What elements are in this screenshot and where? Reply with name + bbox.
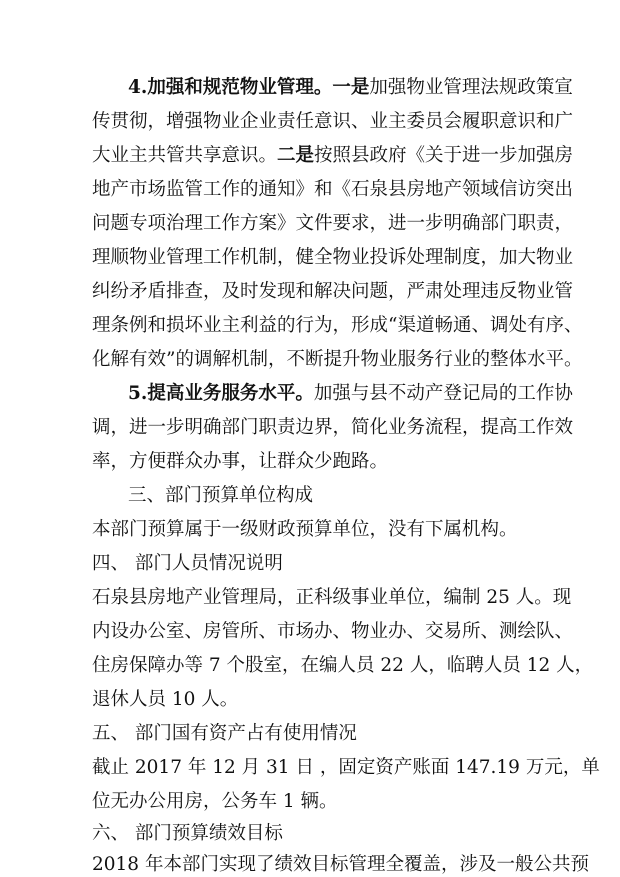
section4-line-5: 问题专项治理工作方案》文件要求，进一步明确部门职责， xyxy=(92,213,574,234)
part3-heading: 三、部门预算单位构成 xyxy=(128,485,314,506)
part4-line-2: 内设办公室、房管所、市场办、物业办、交易所、测绘队、 xyxy=(92,621,574,642)
section4-line-1-text: 加强物业管理法规政策宣 xyxy=(369,77,573,98)
second-marker: 二是 xyxy=(277,145,315,166)
section4-line-3-text-a: 大业主共管共享意识。 xyxy=(92,145,278,166)
section4-line-6: 理顺物业管理工作机制，健全物业投诉处理制度，加大物业 xyxy=(92,247,574,268)
part4-line-4: 退休人员 10 人。 xyxy=(92,689,239,710)
section5-line-2: 调，进一步明确部门职责边界，简化业务流程，提高工作效 xyxy=(92,417,574,438)
part5-line-2: 位无办公用房，公务车 1 辆。 xyxy=(92,791,338,812)
part4-heading: 四、 部门人员情况说明 xyxy=(92,553,283,574)
section4-line-8: 理条例和损坏业主利益的行为，形成“渠道畅通、调处有序、 xyxy=(92,315,583,336)
part6-line-1: 2018 年本部门实现了绩效目标管理全覆盖，涉及一般公共预 xyxy=(92,854,589,875)
part3-text: 本部门预算属于一级财政预算单位，没有下属机构。 xyxy=(92,519,518,540)
section4-line-2: 传贯彻，增强物业企业责任意识、业主委员会履职意识和广 xyxy=(92,111,574,132)
first-marker: 一是 xyxy=(332,77,370,98)
part5-heading: 五、 部门国有资产占有使用情况 xyxy=(92,723,357,744)
section4-line-3 xyxy=(92,144,574,168)
section5-line-3: 率，方便群众办事，让群众少跑路。 xyxy=(92,451,389,472)
section4-line-9: 化解有效”的调解机制，不断提升物业服务行业的整体水平。 xyxy=(92,349,583,370)
section4-line-7: 纠纷矛盾排查，及时发现和解决问题，严肃处理违反物业管 xyxy=(92,281,574,302)
part4-line-1: 石泉县房地产业管理局，正科级事业单位，编制 25 人。现 xyxy=(92,587,572,608)
section5-heading: 5.提高业务服务水平。 xyxy=(128,383,314,404)
section4-line-4: 地产市场监管工作的通知》和《石泉县房地产领域信访突出 xyxy=(92,179,574,200)
section4-line-3-text-b: 按照县政府《关于进一步加强房 xyxy=(314,145,574,166)
section4-heading: 4.加强和规范物业管理。 xyxy=(128,77,333,98)
part5-line-1: 截止 2017 年 12 月 31 日 ，固定资产账面 147.19 万元，单 xyxy=(92,757,600,778)
section5-line-1-text: 加强与县不动产登记局的工作协 xyxy=(313,383,573,404)
section5-line-1 xyxy=(128,382,573,406)
section4-line-1 xyxy=(128,76,573,100)
part6-heading: 六、 部门预算绩效目标 xyxy=(92,823,283,844)
part4-line-3: 住房保障办等 7 个股室，在编人员 22 人，临聘人员 12 人， xyxy=(92,655,594,676)
